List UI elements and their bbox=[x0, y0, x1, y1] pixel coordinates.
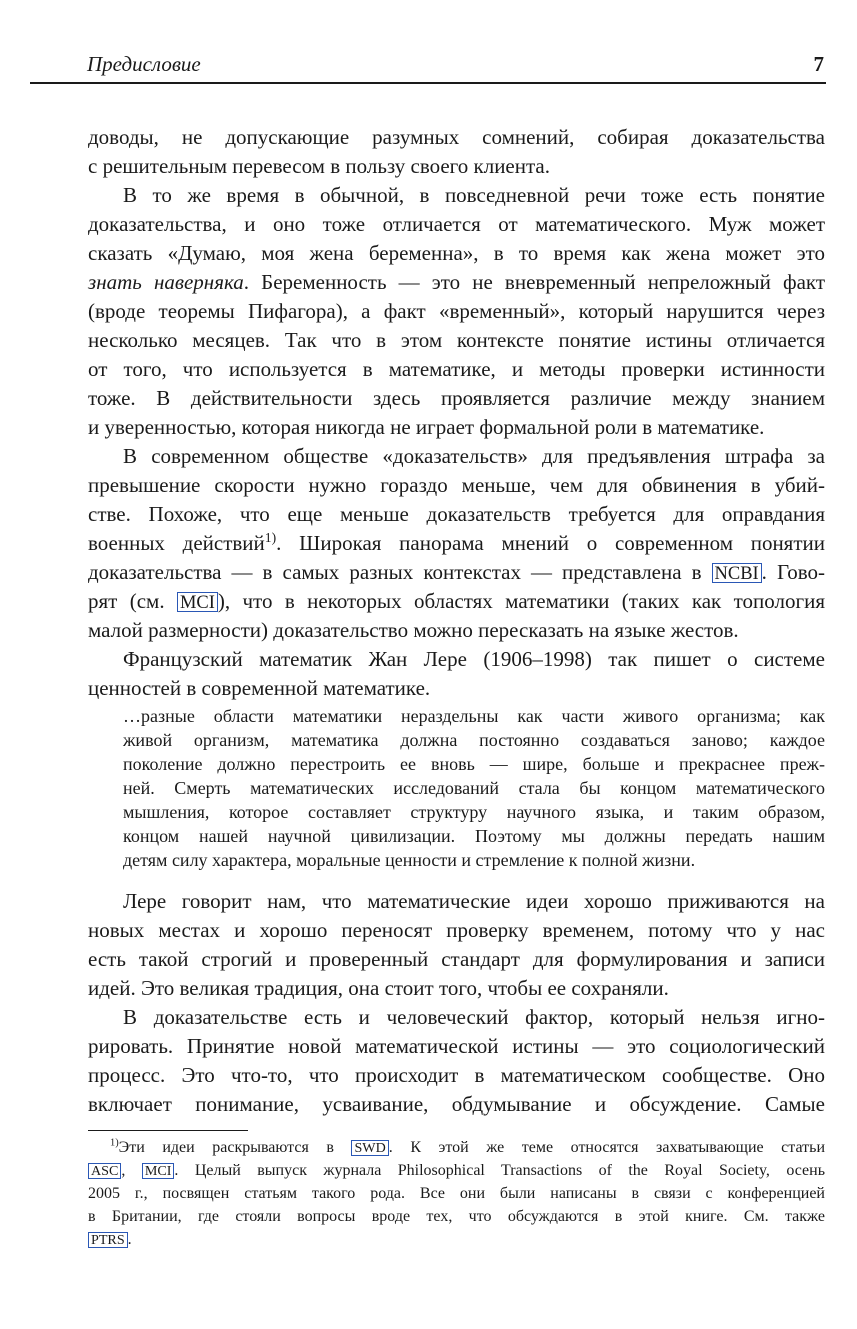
body-text: рят (см. bbox=[88, 589, 165, 613]
footnote-text: . Целый выпуск журнала Philosophical Transactions of the Royal Society, осень bbox=[174, 1162, 825, 1179]
body-line: процесс. Это что-то, что происходит в математическом сообществе. Оно bbox=[88, 1063, 825, 1087]
quote-line: детям силу характера, моральные ценности и стремление к полной жизни. bbox=[123, 850, 696, 870]
body-text: доказательства — в самых разных контекстах — представлена в bbox=[88, 560, 702, 584]
body-line: с решительным перевесом в пользу своего клиента. bbox=[88, 154, 550, 178]
body-line bbox=[88, 558, 825, 587]
body-line: превышение скорости нужно гораздо меньше, чем для обвинения в убий- bbox=[88, 473, 825, 497]
body-line: стве. Похоже, что еще меньше доказательств требуется для оправдания bbox=[88, 502, 825, 526]
quote-line: живой организм, математика должна постоянно создаваться заново; каждое bbox=[123, 730, 825, 750]
footnote-number: 1) bbox=[110, 1137, 119, 1149]
footnote-line bbox=[110, 1137, 825, 1159]
footnote-text: Эти идеи раскрываются в bbox=[118, 1139, 334, 1156]
body-line: тоже. В действительности здесь проявляется различие между знанием bbox=[88, 386, 825, 410]
body-line: Лере говорит нам, что математические идеи хорошо приживаются на bbox=[123, 889, 825, 913]
body-line: В доказательстве есть и человеческий фактор, который нельзя игно- bbox=[123, 1005, 825, 1029]
quote-line: ней. Смерть математических исследований стала бы концом математического bbox=[123, 778, 825, 798]
chapter-title: Предисловие bbox=[87, 52, 201, 76]
footnote-line: в Британии, где стояли вопросы вроде тех, что обсуждаются в этой книге. См. также bbox=[88, 1208, 825, 1225]
footnote-text: . К этой же теме относятся захватывающие статьи bbox=[388, 1139, 826, 1156]
citation-link-swd[interactable]: SWD bbox=[351, 1140, 388, 1156]
body-line: новых местах и хорошо переносят проверку временем, потому что у нас bbox=[88, 918, 825, 942]
body-line: В современном обществе «доказательств» для предъявления штрафа за bbox=[123, 444, 825, 468]
body-text: . Гово- bbox=[761, 560, 826, 584]
running-header bbox=[30, 52, 826, 84]
quote-line: мышления, которое составляет структуру научного языка, и таким образом, bbox=[123, 802, 825, 822]
quote-line: концом нашей научной цивилизации. Поэтому мы должны передать нашим bbox=[123, 826, 825, 846]
citation-link-mci[interactable]: MCI bbox=[177, 592, 218, 612]
body-line: малой размерности) доказательство можно пересказать на языке жестов. bbox=[88, 618, 739, 642]
citation-link-asc[interactable]: ASC bbox=[88, 1163, 121, 1179]
body-line: ценностей в современной математике. bbox=[88, 676, 431, 700]
body-line: сказать «Думаю, моя жена беременна», в то время как жена может это bbox=[88, 241, 825, 265]
quote-line: поколение должно перестроить ее вновь — шире, больше и прекраснее преж- bbox=[123, 754, 825, 774]
citation-link-ncbi[interactable]: NCBI bbox=[712, 563, 762, 583]
citation-link-ptrs[interactable]: PTRS bbox=[88, 1232, 128, 1248]
footnote-line bbox=[88, 1160, 825, 1182]
footnote-line bbox=[88, 1229, 825, 1251]
body-line: В то же время в обычной, в повседневной речи тоже есть понятие bbox=[123, 183, 825, 207]
body-text: военных действий bbox=[88, 531, 265, 555]
body-line: и уверенностью, которая никогда не играет формальной роли в математике. bbox=[88, 415, 765, 439]
footnote-text: . bbox=[127, 1231, 132, 1248]
body-line bbox=[88, 268, 825, 297]
body-line: доказательства, и оно тоже отличается от математического. Муж может bbox=[88, 212, 825, 236]
emphasis-text: знать наверняка bbox=[88, 270, 244, 294]
body-line: идей. Это великая традиция, она стоит того, чтобы ее сохраняли. bbox=[88, 976, 669, 1000]
body-line: есть такой строгий и проверенный стандарт для формулирования и записи bbox=[88, 947, 825, 971]
body-line bbox=[88, 587, 825, 616]
body-line: (вроде теоремы Пифагора), а факт «временный», который нарушится через bbox=[88, 299, 825, 323]
footnote-line: 2005 г., посвящен статьям такого рода. Все они были написаны в связи с конференцией bbox=[88, 1185, 825, 1202]
body-text: ), что в некоторых областях математики (таких как топология bbox=[217, 589, 825, 613]
body-line: рировать. Принятие новой математической истины — это социологический bbox=[88, 1034, 825, 1058]
body-text: . Широкая панорама мнений о современном понятии bbox=[276, 531, 825, 555]
quote-line: …разные области математики нераздельны как части живого организма; как bbox=[123, 706, 825, 726]
footnote-separator bbox=[88, 1130, 248, 1131]
body-line: включает понимание, усваивание, обдумывание и обсуждение. Самые bbox=[88, 1092, 825, 1116]
footnote-text: , bbox=[121, 1162, 126, 1179]
body-line: доводы, не допускающие разумных сомнений, собирая доказательства bbox=[88, 125, 825, 149]
footnote-marker[interactable]: 1) bbox=[264, 530, 277, 545]
citation-link-mci-footnote[interactable]: MCI bbox=[142, 1163, 175, 1179]
page-number: 7 bbox=[813, 52, 824, 76]
body-line: от того, что используется в математике, и методы проверки истинности bbox=[88, 357, 825, 381]
body-text: . Беременность — это не вневременный непреложный факт bbox=[243, 270, 825, 294]
body-line: Французский математик Жан Лере (1906–1998) так пишет о системе bbox=[123, 647, 825, 671]
body-line: несколько месяцев. Так что в этом контексте понятие истины отличается bbox=[88, 328, 825, 352]
body-line bbox=[88, 529, 825, 558]
